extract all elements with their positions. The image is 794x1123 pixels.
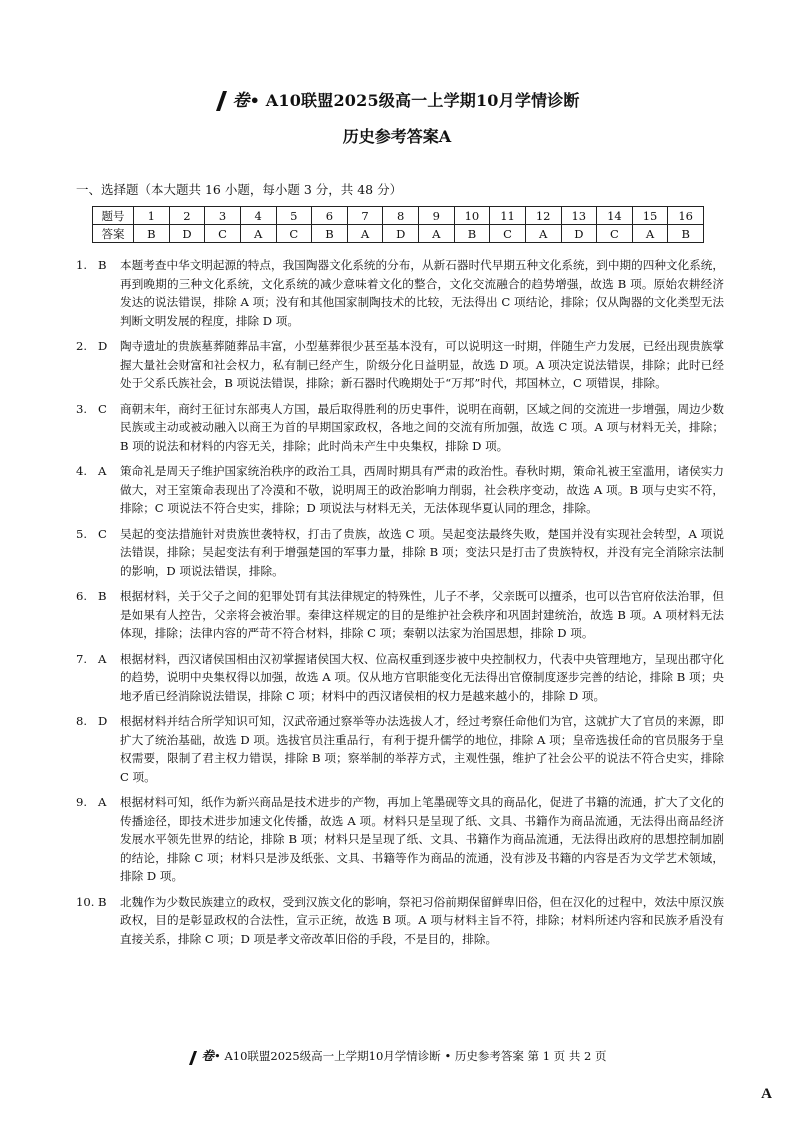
page-footer	[0, 1046, 794, 1069]
question-number-cell: 13	[561, 207, 597, 225]
item-answer: C	[98, 526, 107, 541]
item-number: 5.	[76, 526, 88, 541]
question-number-cell: 14	[597, 207, 633, 225]
question-number-cell: 15	[632, 207, 668, 225]
explanation-item	[76, 650, 724, 706]
item-answer: D	[98, 339, 108, 353]
section-title: 一、选择题（本大题共 16 小题，每小题 3 分，共 48 分）	[76, 182, 403, 197]
answer-cell: B	[454, 225, 490, 243]
item-number: 10.	[76, 894, 95, 909]
answer-cell: C	[597, 225, 633, 243]
explanation-item	[76, 462, 724, 518]
answer-cell: A	[347, 225, 383, 243]
footer-logo-text: 卷	[201, 1048, 215, 1063]
item-answer: A	[98, 464, 107, 478]
item-text: 根据材料可知，纸作为新兴商品是技术进步的产物，再加上笔墨砚等文具的商品化，促进了书籍的流通，扩大了文化的传播途径，即技术进步加速文化传播，故选 A 项。材料只是呈现了纸、文具、书籍作为商品流通，无法得出商品经济发展水平领先世界的结论，排除 B 项；材料只是呈现了纸、文具、书籍作为商品流通，无法得出政府的思想控制加剧的结论，排除 C 项；材料只是涉及纸张、文具、书籍等作为商品的流通，没有涉及书籍的内容是否为文学艺术领域，排除 D 项。	[120, 795, 724, 883]
question-number-cell: 12	[525, 207, 561, 225]
explanation-item	[76, 256, 724, 330]
explanation-item	[76, 525, 724, 581]
item-text: 策命礼是周天子维护国家统治秩序的政治工具，西周时期具有严肃的政治性。春秋时期，策命礼被王室滥用，诸侯实力做大，对王室策命表现出了冷漠和不敬，说明周王的政治影响力削弱，社会秩序变动，故选 A 项。B 项与史实不符，排除；C 项说法不符合史实，排除；D 项说法与材料无关，无法体现华夏认同的理念，排除。	[120, 464, 724, 515]
item-number: 7.	[76, 651, 88, 666]
question-number-cell: 6	[312, 207, 348, 225]
question-number-cell: 16	[668, 207, 704, 225]
item-text: 吴起的变法措施针对贵族世袭特权，打击了贵族，故选 C 项。吴起变法最终失败，楚国并没有实现社会转型，A 项说法错误，排除；吴起变法有利于增强楚国的军事力量，排除 B 项；变法只是打击了贵族特权，并没有完全消除宗法制的影响，D 项说法错误，排除。	[120, 526, 724, 578]
question-number-cell: 10	[454, 207, 490, 225]
question-number-cell: 8	[383, 207, 419, 225]
footer-logo-icon	[188, 1050, 198, 1069]
item-number: 3.	[76, 401, 88, 416]
explanation-item	[76, 893, 724, 949]
brand-logo-icon	[214, 90, 228, 116]
answer-cell: A	[419, 225, 455, 243]
answer-cell: C	[490, 225, 526, 243]
question-number-cell: 3	[205, 207, 241, 225]
item-answer: A	[98, 651, 107, 666]
question-number-cell: 5	[276, 207, 312, 225]
explanation-item	[76, 400, 724, 456]
answer-cell: B	[134, 225, 170, 243]
answer-table-answer-row	[93, 225, 704, 243]
question-number-cell: 7	[347, 207, 383, 225]
item-answer: B	[98, 589, 107, 603]
item-text: 本题考查中华文明起源的特点，我国陶器文化系统的分布，从新石器时代早期五种文化系统，到中期的四种文化系统，再到晚期的三种文化系统，文化系统的减少意味着文化的整合，文化交流融合的趋势增强，故选 B 项。原始农耕经济发达的说法错误，排除 A 项；没有和其他国家制陶技术的比较，无法得出 C 项结论，排除；仅从陶器的文化类型无法判断文明发展的程度，排除 D 项。	[120, 258, 724, 328]
item-text: 根据材料，西汉诸侯国相由汉初掌握诸侯国大权、位高权重到逐步被中央控制权力，代表中央管理地方，呈现出郡守化的趋势，说明中央集权得以加强，故选 A 项。仅从地方官职能变化无法得出官僚制度逐步完善的结论，排除 B 项；央地矛盾已经消除说法错误，排除 C 项；材料中的西汉诸侯相的权力是越来越小的，排除 D 项。	[120, 651, 724, 703]
explanation-item	[76, 587, 724, 643]
item-number: 6.	[76, 589, 88, 603]
item-answer: B	[98, 894, 107, 909]
answer-cell: A	[632, 225, 668, 243]
item-answer: B	[98, 258, 107, 272]
document-title: • A10联盟2025级高一上学期10月学情诊断	[249, 91, 580, 110]
row-label-number: 题号	[93, 207, 134, 225]
question-number-cell: 9	[419, 207, 455, 225]
item-number: 1.	[76, 258, 88, 272]
question-number-cell: 1	[134, 207, 170, 225]
item-number: 2.	[76, 339, 88, 353]
version-mark: A	[761, 1086, 772, 1102]
item-answer: D	[98, 714, 108, 728]
question-number-cell: 4	[240, 207, 276, 225]
item-number: 4.	[76, 464, 88, 478]
item-number: 8.	[76, 714, 88, 728]
document-subtitle: 历史参考答案A	[342, 127, 452, 146]
explanation-item	[76, 712, 724, 786]
brand-logo-text: 卷	[232, 91, 250, 111]
answer-cell: C	[205, 225, 241, 243]
footer-text: • A10联盟2025级高一上学期10月学情诊断 • 历史参考答案 第 1 页 共 2 页	[214, 1049, 607, 1063]
answer-cell: B	[668, 225, 704, 243]
answer-table-number-row	[93, 207, 704, 225]
item-answer: C	[98, 401, 107, 416]
answer-cell: D	[383, 225, 419, 243]
answer-cell: D	[561, 225, 597, 243]
item-text: 陶寺遗址的贵族墓葬随葬品丰富，小型墓葬很少甚至基本没有，可以说明这一时期，伴随生产力发展，已经出现贵族掌握大量社会财富和社会权力，私有制已经产生，阶级分化日益明显，故选 D 项。A 项决定说法错误，排除；此时已经处于父系氏族社会，B 项说法错误，排除；新石器时代晚期处于“万邦”时代，邦国林立，C 项错误，排除。	[120, 339, 724, 390]
item-text: 根据材料，关于父子之间的犯罪处罚有其法律规定的特殊性，儿子不孝，父亲既可以擅杀，也可以告官府依法治罪，但是如果有人控告，父亲将会被治罪。秦律这样规定的目的是维护社会秩序和巩固封建统治，故选 B 项。A 项材料无法体现，排除；法律内容的严苛不符合材料，排除 C 项；秦朝以法家为治国思想，排除 D 项。	[120, 589, 724, 640]
answer-cell: B	[312, 225, 348, 243]
item-text: 北魏作为少数民族建立的政权，受到汉族文化的影响，祭祀习俗前期保留鲜卑旧俗，但在汉化的过程中，效法中原汉族政权，目的是彰显政权的合法性，宣示正统，故选 B 项。A 项与材料主旨不符，排除；材料所述内容和民族矛盾没有直接关系，排除 C 项；D 项是孝文帝改革旧俗的手段，不是目的，排除。	[120, 894, 724, 946]
answer-table	[92, 206, 704, 243]
answer-cell: C	[276, 225, 312, 243]
explanation-item	[76, 793, 724, 886]
item-text: 根据材料并结合所学知识可知，汉武帝通过察举等办法选拔人才，经过考察任命他们为官，这就扩大了官员的来源，即扩大了统治基础，故选 D 项。选拔官员注重品行，有利于提升儒学的地位，排除 A 项；皇帝选拔任命的官员服务于皇权需要，限制了君主权力错误，排除 B 项；察举制的举荐方式，主观性强，维护了社会公平的说法不符合史实，排除 C 项。	[120, 714, 724, 784]
row-label-answer: 答案	[93, 225, 134, 243]
item-text: 商朝末年，商纣王征讨东部夷人方国，最后取得胜利的历史事件，说明在商朝，区域之间的交流进一步增强，周边少数民族或主动或被动融入以商王为首的早期国家政权，各地之间的交流有所加强，故选 C 项。A 项与材料无关，排除；B 项的说法和材料的内容无关，排除；此时尚未产生中央集权，排除 D 项。	[120, 401, 724, 453]
explanation-item	[76, 337, 724, 393]
question-number-cell: 2	[169, 207, 205, 225]
item-answer: A	[98, 795, 107, 809]
answer-cell: A	[525, 225, 561, 243]
answer-cell: A	[240, 225, 276, 243]
explanation-list	[76, 256, 724, 955]
question-number-cell: 11	[490, 207, 526, 225]
item-number: 9.	[76, 795, 88, 809]
answer-cell: D	[169, 225, 205, 243]
document-header	[0, 86, 794, 116]
